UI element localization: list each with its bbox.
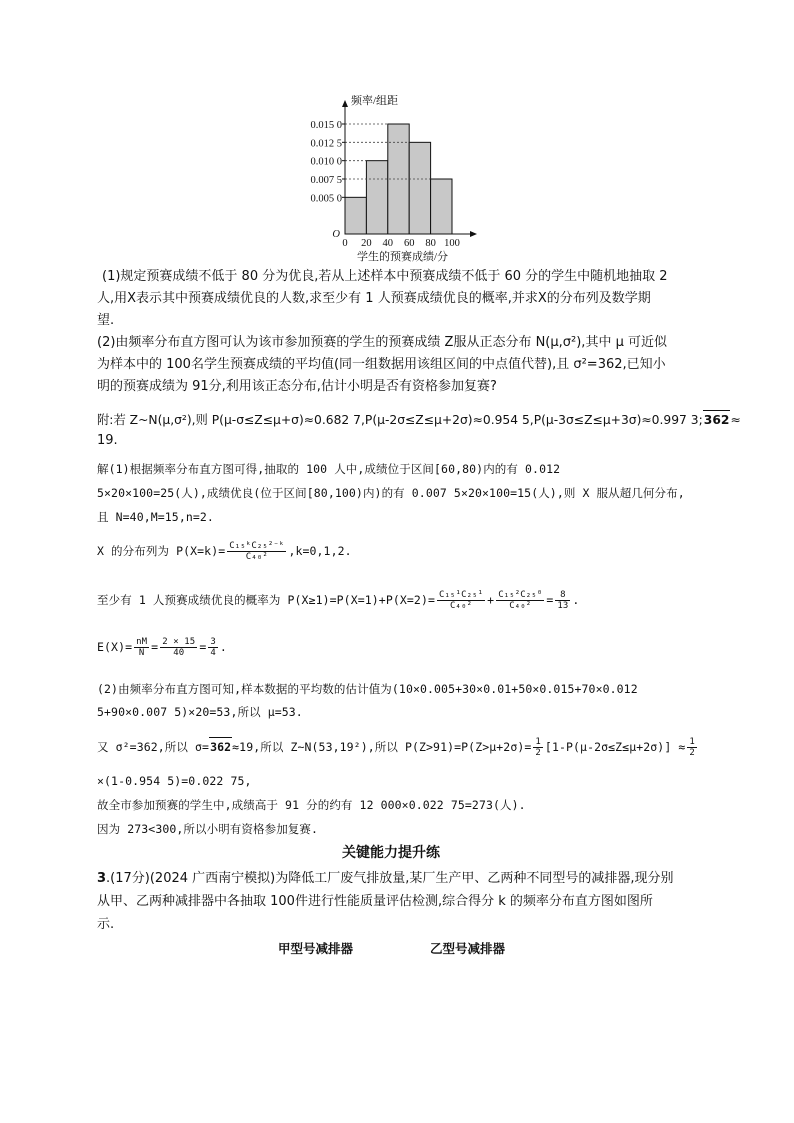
sqrt-362-sol: 362 <box>209 737 232 756</box>
exp-fraction-3: $\frac{3}{4}$ <box>210 637 216 658</box>
y-tick-label-3: 0.012 5 <box>310 138 342 150</box>
prob-text: 至少有 1 人预赛成绩优良的概率为 P(X≥1)=P(X=1)+P(X=2)= <box>97 593 435 607</box>
half-fraction-2: $\frac{1}{2}$ <box>689 737 695 758</box>
prob-fraction-1: $\frac{\text{C₁₅¹C₂₅¹}}{\text{C₄₀²}}$ <box>439 590 484 611</box>
x-tick-label-2: 40 <box>382 238 394 249</box>
frequency-histogram <box>0 0 794 265</box>
q3-line-2: 从甲、乙两种减排器中各抽取 100件进行性能质量评估检测,综合得分 k 的频率分布直方图如图所 <box>97 894 653 909</box>
dist-text: X 的分布列为 P(X=k)= <box>97 544 226 558</box>
sol-line-9 <box>97 737 699 758</box>
normal-text: ≈19,所以 Z~N(53,19²),所以 P(Z>91)=P(Z>μ+2σ)= <box>232 740 532 754</box>
prob-fraction-2: $\frac{\text{C₁₅²C₂₅⁰}}{\text{C₄₀²}}$ <box>498 590 543 611</box>
complement-text: [1-P(μ-2σ≤Z≤μ+2σ)] ≈ <box>544 740 686 754</box>
x-tick-label-1: 20 <box>361 238 372 249</box>
sigma-text: 又 σ²=362,所以 σ= <box>97 740 210 754</box>
sqrt-362: 362 <box>703 410 731 429</box>
sol-line-11: 故全市参加预赛的学生中,成绩高于 91 分的约有 12 000×0.022 75=273(人). <box>97 798 526 812</box>
sol-line-1: 解(1)根据频率分布直方图可得,抽取的 100 人中,成绩位于区间[60,80)内的有 0.012 <box>97 462 561 476</box>
q2-line-2: 为样本中的 100名学生预赛成绩的平均值(同一组数据用该组区间的中点值代替),且 σ²=362,已知小 <box>97 357 666 372</box>
q1-line-3: 望. <box>97 313 115 328</box>
q1-line-1: (1)规定预赛成绩不低于 80 分为优良,若从上述样本中预赛成绩不低于 60 分的学生中随机地抽取 2 <box>102 269 668 284</box>
histogram-bar-1 <box>366 161 387 234</box>
exp-fraction-2: $\frac{2 \times 15}{40}$ <box>162 637 196 658</box>
sol-line-8: 5+90×0.007 5)×20=53,所以 μ=53. <box>97 705 303 719</box>
y-tick-label-1: 0.007 5 <box>310 175 342 186</box>
x-tick-label-0: 0 <box>342 238 348 249</box>
sol-line-3: 且 N=40,M=15,n=2. <box>97 510 214 524</box>
expectation-text: E(X)= <box>97 640 133 654</box>
approx-sign: ≈ <box>730 413 741 427</box>
appendix-text: 附:若 Z~N(μ,σ²),则 P(μ-σ≤Z≤μ+σ)≈0.682 7,P(μ-2σ≤Z≤μ+2σ)≈0.954 5,P(μ-3σ≤Z≤μ+3σ)≈0.997 3; <box>97 413 703 427</box>
y-tick-label-2: 0.010 0 <box>310 156 342 168</box>
sol-line-12: 因为 273<300,所以小明有资格参加复赛. <box>97 822 319 836</box>
x-tick-label-5: 100 <box>444 238 460 249</box>
sol-line-4 <box>97 541 352 562</box>
q3-number: 3 <box>97 871 107 886</box>
appendix-line-2: 19. <box>97 433 118 448</box>
prob-fraction-3: $\frac{8}{13}$ <box>557 590 569 611</box>
x-tick-label-4: 80 <box>425 238 436 249</box>
x-tick-label-3: 60 <box>403 238 415 249</box>
y-axis-arrow <box>342 100 348 107</box>
q3-line-3: 示. <box>97 917 115 932</box>
sol-line-10: ×(1-0.954 5)=0.022 75, <box>97 774 252 788</box>
q2-line-1: (2)由频率分布直方图可认为该市参加预赛的学生的预赛成绩 Z服从正态分布 N(μ,σ²),其中 μ 可近似 <box>97 335 667 350</box>
histogram-bar-3 <box>409 142 430 234</box>
q1-line-2: 人,用X表示其中预赛成绩优良的人数,求至少有 1 人预赛成绩优良的概率,并求X的分布列及数学期 <box>97 291 651 306</box>
q2-line-3: 明的预赛成绩为 91分,利用该正态分布,估计小明是否有资格参加复赛? <box>97 379 497 394</box>
subtitle-left: 甲型号减排器 <box>278 941 354 956</box>
exp-fraction-1: $\frac{nM}{N}$ <box>136 637 148 658</box>
half-fraction-1: $\frac{1}{2}$ <box>535 737 541 758</box>
q3-line-1 <box>97 870 674 888</box>
y-tick-label-4: 0.015 0 <box>310 120 342 131</box>
appendix-line-1 <box>97 410 741 429</box>
sol-line-7: (2)由频率分布直方图可知,样本数据的平均数的估计值为(10×0.005+30×0.01+50×0.015+70×0.012 <box>97 682 638 696</box>
sol-line-6: E(X)= $\frac{nM}{N}$ = $\frac{2 \times 15}{40}$ = $\frac{3}{4}$ . <box>97 637 227 658</box>
dist-fraction: $\frac{\text{C₁₅ᵏC₂₅²⁻ᵏ}}{\text{C₄₀²}}$ <box>229 541 285 562</box>
histogram-bar-0 <box>345 197 366 234</box>
x-axis-label: 学生的预赛成绩/分 <box>357 251 449 263</box>
section-title: 关键能力提升练 <box>342 845 440 861</box>
sol-line-5: 至少有 1 人预赛成绩优良的概率为 P(X≥1)=P(X=1)+P(X=2)= $\frac{\text{C₁₅¹C₂₅¹}}{\text{C₄₀²}}$ + $\frac{\text{C₁₅²C₂₅⁰}}{\text{C₄₀²}}$ = $\frac{8}{13}$ . <box>97 590 580 611</box>
y-tick-label-0: 0.005 0 <box>310 193 342 205</box>
sol-line-2: 5×20×100=25(人),成绩优良(位于区间[80,100)内)的有 0.007 5×20×100=15(人),则 X 服从超几何分布, <box>97 486 685 500</box>
q3-text-1: .(17分)(2024 广西南宁模拟)为降低工厂废气排放量,某厂生产甲、乙两种不同型号的减排器,现分别 <box>106 871 674 886</box>
y-axis-label: 频率/组距 <box>351 95 399 107</box>
histogram-bar-4 <box>431 179 452 234</box>
x-axis-arrow <box>470 231 477 237</box>
subtitle-right: 乙型号减排器 <box>430 941 506 956</box>
k-range: ,k=0,1,2. <box>288 544 352 558</box>
origin-label: O <box>332 229 340 240</box>
